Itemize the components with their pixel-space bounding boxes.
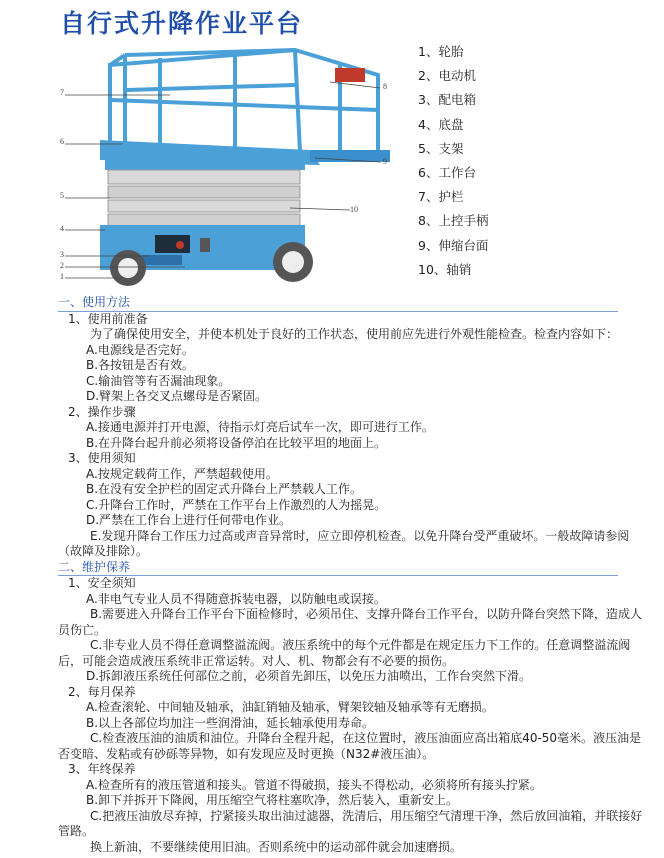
- parts-item: 1、轮胎: [418, 44, 464, 59]
- callout-1: 1: [60, 272, 64, 281]
- list-item: A.电源线是否完好。: [86, 342, 194, 357]
- subsection-heading: 1、使用前准备: [68, 311, 148, 326]
- list-item: B.需要进入升降台工作平台下面检修时，必须吊住、支撑升降台工作平台，以防升降台突然下降，造成人员伤亡。: [58, 607, 643, 637]
- callout-9: 9: [383, 157, 387, 166]
- parts-item: 7、护栏: [418, 189, 464, 205]
- parts-item: 9、伸缩台面: [418, 237, 489, 253]
- parts-item: 8、上控手柄: [418, 213, 489, 229]
- subsection-heading: 2、操作步骤: [68, 404, 136, 419]
- list-item: C.把液压油放尽弃掉，拧紧接头取出油过滤器，洗清后，用压缩空气清理干净，然后放回油箱，并联接好管路。: [58, 808, 643, 838]
- callout-8: 8: [383, 82, 387, 91]
- section-heading: 一、使用方法: [58, 295, 131, 309]
- list-item: D.臂架上各交叉点螺母是否紧固。: [86, 389, 268, 403]
- list-item: B.卸下并拆开下降阀，用压缩空气将柱塞吹净，然后装入，重新安上。: [86, 793, 459, 807]
- list-item: A.检查所有的液压管道和接头。管道不得破损，接头不得松动，必须将所有接头拧紧。: [86, 777, 542, 792]
- parts-item: 2、电动机: [418, 68, 476, 84]
- list-item: A.非电气专业人员不得随意拆装电器，以防触电或误接。: [86, 591, 386, 606]
- list-item: B.在升降台起升前必须将设备停泊在比较平坦的地面上。: [86, 435, 387, 450]
- list-item: C.检查液压油的油质和油位。升降台全程升起，在这位置时，液压油面应高出箱底40-50毫米。液压油是否变暗、发粘或有砂砾等异物，如有发现应及时更换（N32#液压油）。: [58, 731, 642, 761]
- parts-item: 5、支架: [418, 140, 464, 156]
- list-item: C.输油管等有否漏油现象。: [86, 373, 231, 388]
- callout-6: 6: [60, 137, 64, 146]
- parts-item: 4、底盘: [418, 116, 464, 132]
- callout-3: 3: [60, 250, 64, 259]
- list-item: A.接通电源并打开电源，待指示灯亮后试车一次，即可进行工作。: [86, 420, 434, 434]
- manual-content: [58, 295, 648, 855]
- callout-4: 4: [60, 224, 64, 233]
- subsection-heading: 2、每月保养: [68, 684, 136, 699]
- list-item: B.以上各部位均加注一些润滑油，延长轴承使用寿命。: [86, 715, 375, 730]
- list-item: B.在没有安全护栏的固定式升降台上严禁载人工作。: [86, 482, 363, 496]
- subsection-heading: 3、使用须知: [68, 451, 136, 465]
- callout-10: 10: [350, 205, 358, 214]
- list-item: C.非专业人员不得任意调整溢流阀。液压系统中的每个元件都是在规定压力下工作的。任意调整溢流阀后，可能会造成液压系统非正常运转。对人、机、物都会有不必要的损伤。: [58, 638, 631, 668]
- parts-item: 10、轴销: [418, 261, 472, 277]
- list-item: B.各按钮是否有效。: [86, 358, 195, 372]
- list-item: A.检查滚轮、中间轴及轴承，油缸销轴及轴承，臂架铰轴及轴承等有无磨损。: [86, 700, 494, 714]
- list-item: D.严禁在工作台上进行任何带电作业。: [86, 513, 292, 527]
- scissor-lift-illustration: [50, 40, 400, 300]
- parts-item: 3、配电箱: [418, 92, 476, 108]
- section-heading: 二、维护保养: [58, 559, 131, 574]
- paragraph: 为了确保使用安全，并使本机处于良好的工作状态，使用前应先进行外观性能检查。检查内容如下：: [90, 327, 619, 341]
- list-item: A.按规定载荷工作，严禁超载使用。: [86, 466, 278, 481]
- parts-item: 6、工作台: [418, 165, 476, 181]
- list-item: D.拆卸液压系统任何部位之前，必须首先卸压，以免压力油喷出，工作台突然下滑。: [86, 669, 532, 683]
- subsection-heading: 1、安全须知: [68, 576, 136, 590]
- parts-legend: [418, 40, 488, 282]
- callout-5: 5: [60, 191, 64, 200]
- list-item: C.升降台工作时，严禁在工作平台上作激烈的人为摇晃。: [86, 497, 387, 512]
- callout-7: 7: [60, 88, 64, 97]
- list-item: E.发现升降台工作压力过高或声音异常时，应立即停机检查。以免升降台受严重破坏。一般故障请参阅（故障及排除）。: [58, 528, 630, 558]
- page-title: 自行式升降作业平台: [60, 9, 304, 38]
- subsection-heading: 3、年终保养: [68, 762, 136, 776]
- list-item: 换上新油，不要继续使用旧油。否则系统中的运动部件就会加速磨损。: [90, 839, 463, 854]
- callout-2: 2: [60, 261, 64, 270]
